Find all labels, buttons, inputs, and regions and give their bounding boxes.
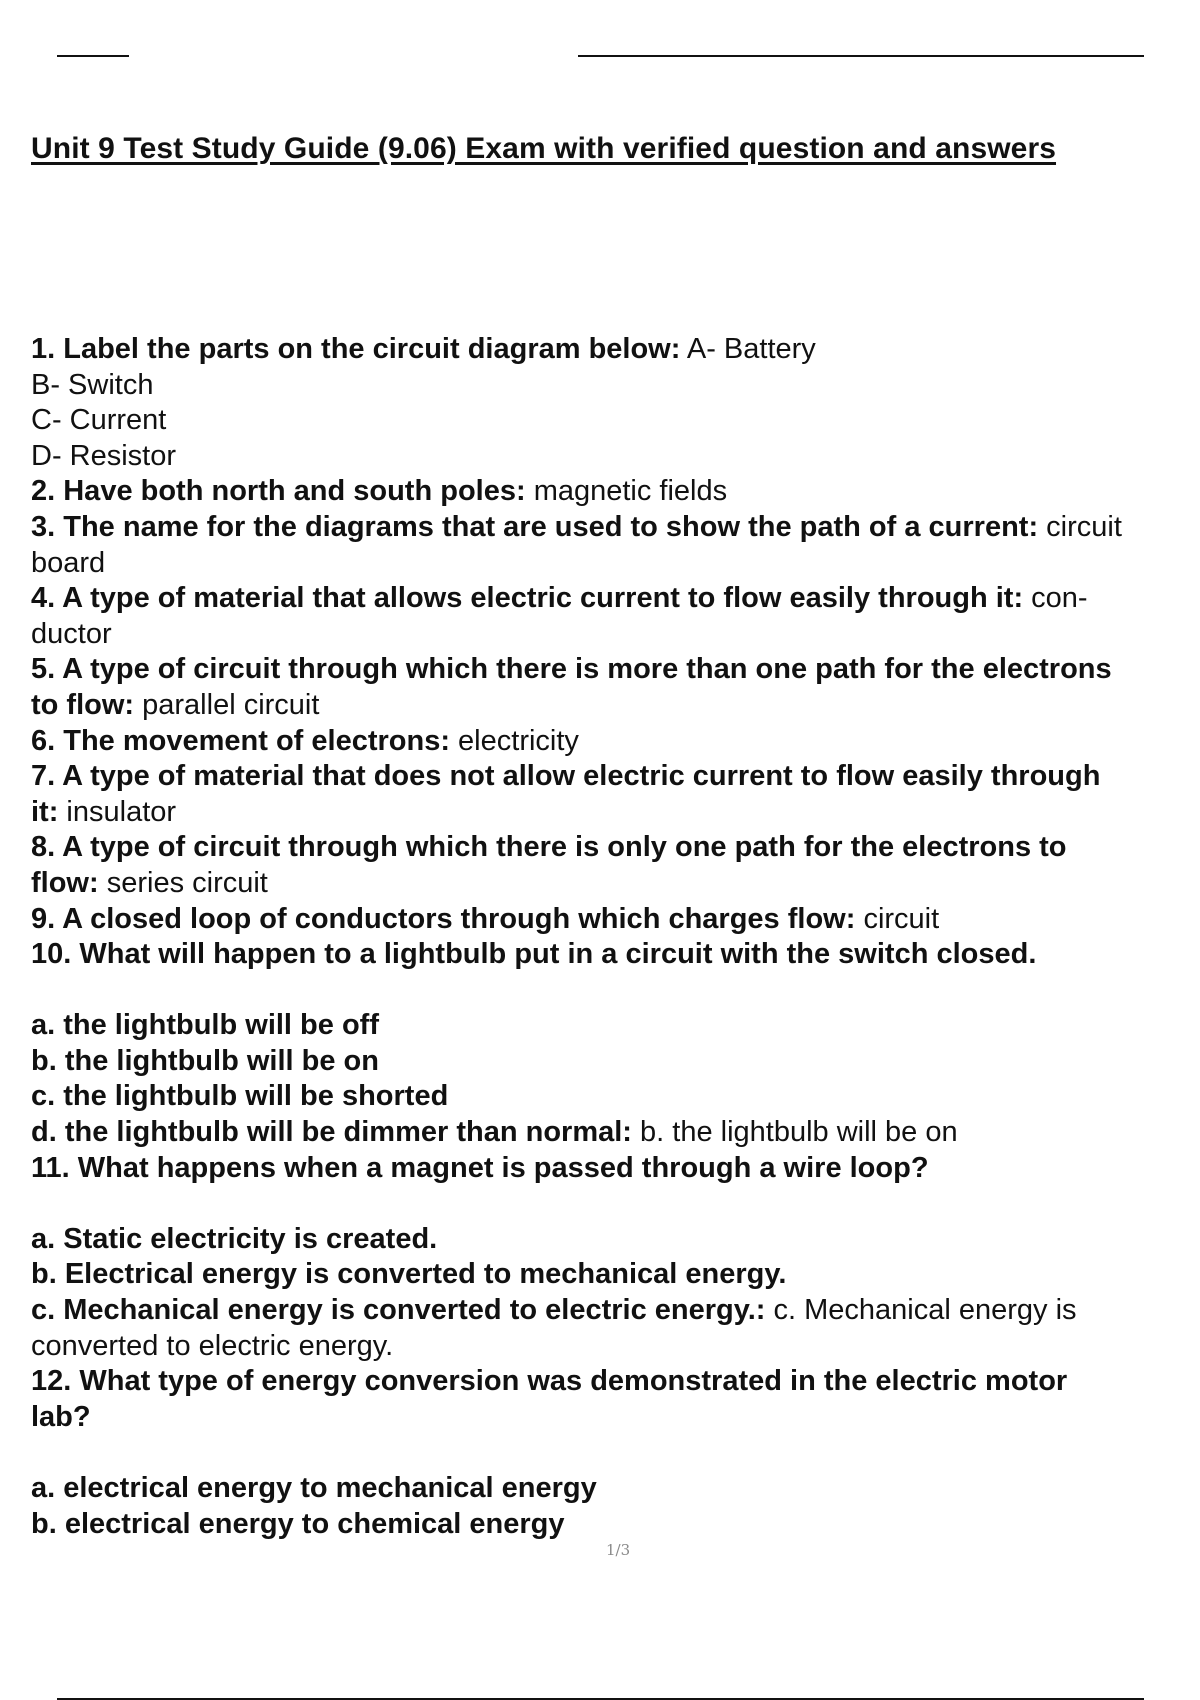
answer-text: c. Mechanical energy is bbox=[765, 1294, 1077, 1327]
header-rule-left bbox=[57, 55, 129, 57]
qa-line bbox=[31, 510, 1196, 546]
answer-text: converted to electric energy. bbox=[31, 1329, 394, 1362]
answer-text: A- Battery bbox=[680, 333, 816, 365]
question-text: 4. A type of material that allows electric current to flow easily through it: bbox=[31, 582, 1024, 615]
answer-text: insulator bbox=[58, 795, 177, 828]
answer-text: b. the lightbulb will be on bbox=[631, 1116, 958, 1149]
option-text: a. the lightbulb will be off bbox=[31, 1009, 379, 1042]
question-text: 10. What will happen to a lightbulb put in a circuit with the switch closed. bbox=[31, 938, 1037, 971]
answer-text: D- Resistor bbox=[31, 439, 177, 472]
answer-text: C- Current bbox=[31, 404, 167, 437]
answer-text: magnetic fields bbox=[525, 475, 728, 508]
question-text: 2. Have both north and south poles: bbox=[31, 475, 526, 508]
option-text: b. electrical energy to chemical energy bbox=[31, 1507, 565, 1540]
option-text: a. electrical energy to mechanical energy bbox=[31, 1472, 597, 1504]
question-text: 12. What type of energy conversion was demonstrated in the electric motor bbox=[31, 1365, 1068, 1398]
qa-line bbox=[31, 724, 1196, 760]
header-rule-right bbox=[578, 55, 1144, 57]
qa-line bbox=[31, 1115, 1196, 1151]
question-text: 3. The name for the diagrams that are used to show the path of a current: bbox=[31, 510, 1039, 543]
answer-text: circuit bbox=[1038, 510, 1122, 543]
question-text: 11. What happens when a magnet is passed through a wire loop? bbox=[31, 1151, 929, 1184]
qa-line bbox=[31, 866, 1196, 902]
qa-line bbox=[31, 581, 1196, 617]
option-text: b. Electrical energy is converted to mechanical energy. bbox=[31, 1258, 787, 1291]
qa-line bbox=[31, 795, 1196, 831]
answer-text: B- Switch bbox=[31, 368, 154, 401]
option-text: b. the lightbulb will be on bbox=[31, 1044, 379, 1077]
qa-line bbox=[31, 688, 1196, 724]
page-indicator: 1/3 bbox=[606, 1541, 631, 1559]
answer-text: ductor bbox=[31, 617, 112, 650]
option-text: c. Mechanical energy is converted to electric energy.: bbox=[31, 1294, 766, 1327]
question-text: 8. A type of circuit through which there is only one path for the electrons to bbox=[31, 831, 1067, 864]
answer-text: board bbox=[31, 546, 106, 579]
answer-text: series circuit bbox=[98, 866, 268, 899]
question-text: 5. A type of circuit through which there is more than one path for the electrons bbox=[31, 653, 1112, 686]
question-text: 7. A type of material that does not allow electric current to flow easily through bbox=[31, 760, 1101, 793]
answer-text: con- bbox=[1023, 582, 1088, 615]
question-text: 1. Label the parts on the circuit diagram below: bbox=[31, 333, 681, 365]
answer-text: circuit bbox=[855, 902, 940, 935]
blank-line bbox=[31, 1186, 1196, 1222]
option-text: d. the lightbulb will be dimmer than normal: bbox=[31, 1116, 632, 1149]
option-text: a. Static electricity is created. bbox=[31, 1222, 438, 1255]
question-text: 6. The movement of electrons: bbox=[31, 724, 450, 757]
answer-text: parallel circuit bbox=[134, 688, 320, 721]
question-text: to flow: bbox=[31, 688, 135, 721]
question-answer-list bbox=[31, 332, 1196, 1542]
qa-line bbox=[31, 1293, 1196, 1329]
option-text: c. the lightbulb will be shorted bbox=[31, 1080, 449, 1113]
answer-text: electricity bbox=[450, 724, 579, 757]
document-title: Unit 9 Test Study Guide (9.06) Exam with verified question and answers bbox=[31, 132, 1057, 165]
blank-line bbox=[31, 973, 1196, 1009]
question-text: 9. A closed loop of conductors through which charges flow: bbox=[31, 902, 856, 935]
blank-line bbox=[31, 1435, 1196, 1471]
question-text: flow: bbox=[31, 866, 99, 899]
qa-line bbox=[31, 474, 1196, 510]
qa-line bbox=[31, 902, 1196, 938]
qa-line bbox=[31, 332, 1196, 368]
question-text: lab? bbox=[31, 1400, 91, 1433]
question-text: it: bbox=[31, 795, 59, 828]
